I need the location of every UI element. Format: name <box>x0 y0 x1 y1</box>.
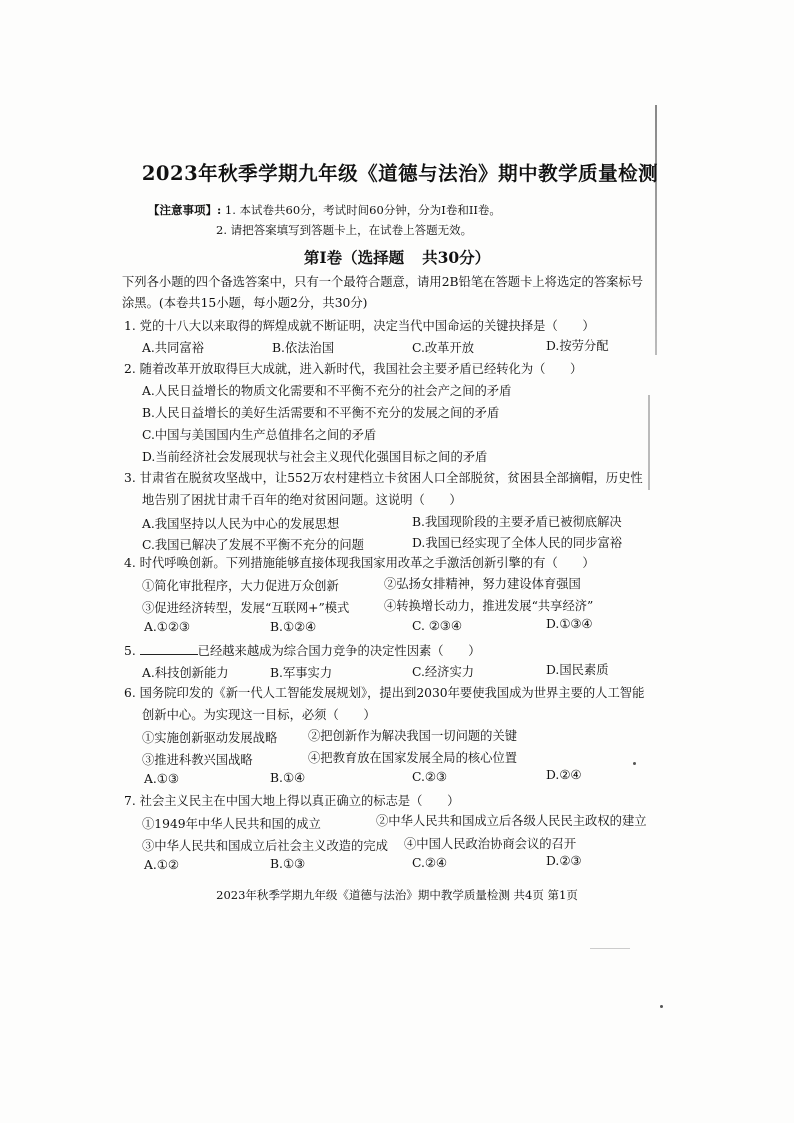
q6-option-a: A.①③ <box>144 772 179 786</box>
q6-statement-3: ③推进科教兴国战略 <box>142 753 253 767</box>
notes-heading: 【注意事项】: <box>148 203 222 217</box>
q3-option-a: A.我国坚持以人民为中心的发展思想 <box>142 517 340 531</box>
q6-stem-line-1: 6. 国务院印发的《新一代人工智能发展规划》，提出到2030年要使我国成为世界主要的人工智能 <box>124 686 645 700</box>
q5-option-b: B.军事实力 <box>270 666 333 680</box>
q4-statement-2: ②弘扬女排精神，努力建设体育强国 <box>384 577 581 591</box>
q2-option-c: C.中国与美国国内生产总值排名之间的矛盾 <box>142 428 377 442</box>
q1-option-d: D.按劳分配 <box>546 339 609 353</box>
q5-blank <box>140 642 198 655</box>
q1-option-b: B.依法治国 <box>272 341 335 355</box>
q6-statement-2: ②把创新作为解决我国一切问题的关键 <box>308 729 518 743</box>
q3-option-d: D.我国已经实现了全体人民的同步富裕 <box>412 536 623 550</box>
q3-stem-line-2: 地告别了困扰甘肃千百年的绝对贫困问题。这说明（ ） <box>142 493 462 507</box>
q2-option-b: B.人民日益增长的美好生活需要和不平衡不充分的发展之间的矛盾 <box>142 406 500 420</box>
q4-option-b: B.①②④ <box>270 620 317 634</box>
scan-line <box>590 948 630 949</box>
q2-option-d: D.当前经济社会发展现状与社会主义现代化强国目标之间的矛盾 <box>142 450 488 464</box>
page-footer: 2023年秋季学期九年级《道德与法治》期中教学质量检测 共4页 第1页 <box>216 888 578 902</box>
q5-option-a: A.科技创新能力 <box>142 666 229 680</box>
q6-option-b: B.①④ <box>270 771 305 785</box>
note-line-1: 1. 本试卷共60分，考试时间60分钟，分为I卷和II卷。 <box>224 203 501 217</box>
q4-option-c: C. ②③④ <box>412 619 462 633</box>
exam-notes <box>148 200 501 240</box>
q7-option-b: B.①③ <box>270 857 305 871</box>
scan-dot <box>633 762 636 765</box>
intro-line-1: 下列各小题的四个备选答案中，只有一个最符合题意，请用2B铅笔在答题卡上将选定的答案标号 <box>122 275 644 289</box>
q4-stem: 4. 时代呼唤创新。下列措施能够直接体现我国家用改革之手激活创新引擎的有（ ） <box>124 556 595 570</box>
q1-option-c: C.改革开放 <box>412 341 475 355</box>
q6-stem-line-2: 创新中心。为实现这一目标，必须（ ） <box>142 708 376 722</box>
q4-statement-4: ④转换增长动力，推进发展“共享经济” <box>384 599 594 613</box>
q7-statement-2: ②中华人民共和国成立后各级人民民主政权的建立 <box>376 814 647 828</box>
q5-stem-text: 已经越来越成为综合国力竞争的决定性因素（ ） <box>197 644 481 658</box>
intro-line-2: 涂黑。(本卷共15小题，每小题2分，共30分) <box>122 296 368 310</box>
q4-statement-3: ③促进经济转型，发展“互联网+”模式 <box>142 601 350 615</box>
q7-option-d: D.②③ <box>546 854 582 868</box>
q6-statement-4: ④把教育放在国家发展全局的核心位置 <box>308 751 518 765</box>
page-edge-shadow <box>655 105 657 355</box>
scan-smudge <box>648 395 650 490</box>
q2-stem: 2. 随着改革开放取得巨大成就，进入新时代，我国社会主要矛盾已经转化为（ ） <box>124 362 583 376</box>
q4-statement-1: ①简化审批程序，大力促进万众创新 <box>142 579 339 593</box>
q1-option-a: A.共同富裕 <box>142 341 204 355</box>
section-heading-left: 第I卷（选择题 <box>303 248 405 267</box>
q7-option-c: C.②④ <box>412 856 447 870</box>
q4-option-a: A.①②③ <box>144 620 190 634</box>
q3-stem-line-1: 3. 甘肃省在脱贫攻坚战中，让552万农村建档立卡贫困人口全部脱贫，贫困县全部摘帽，历史性 <box>124 471 643 485</box>
q5-number: 5. <box>124 644 136 658</box>
q1-stem: 1. 党的十八大以来取得的辉煌成就不断证明，决定当代中国命运的关键抉择是（ ） <box>124 319 595 333</box>
note-line-2: 2. 请把答案填写到答题卡上，在试卷上答题无效。 <box>216 223 473 237</box>
q7-statement-4: ④中国人民政治协商会议的召开 <box>404 837 577 851</box>
q6-statement-1: ①实施创新驱动发展战略 <box>142 731 278 745</box>
q5-stem <box>124 641 481 659</box>
q4-option-d: D.①③④ <box>546 617 593 631</box>
q7-stem: 7. 社会主义民主在中国大地上得以真正确立的标志是（ ） <box>124 794 460 808</box>
q2-option-a: A.人民日益增长的物质文化需要和不平衡不充分的社会产之间的矛盾 <box>142 384 512 398</box>
q6-option-d: D.②④ <box>546 768 582 782</box>
scan-dot <box>660 1005 663 1008</box>
section-heading-right: 共30分） <box>422 248 491 267</box>
q7-option-a: A.①② <box>144 858 179 872</box>
q5-option-d: D.国民素质 <box>546 663 609 677</box>
q6-option-c: C.②③ <box>412 770 447 784</box>
q5-option-c: C.经济实力 <box>412 665 475 679</box>
q3-option-c: C.我国已解决了发展不平衡不充分的问题 <box>142 538 364 552</box>
section-heading <box>0 246 794 268</box>
q7-statement-1: ①1949年中华人民共和国的成立 <box>142 817 321 831</box>
exam-title: 2023年秋季学期九年级《道德与法治》期中教学质量检测 <box>141 162 659 185</box>
q7-statement-3: ③中华人民共和国成立后社会主义改造的完成 <box>142 839 388 853</box>
q3-option-b: B.我国现阶段的主要矛盾已被彻底解决 <box>412 515 622 529</box>
